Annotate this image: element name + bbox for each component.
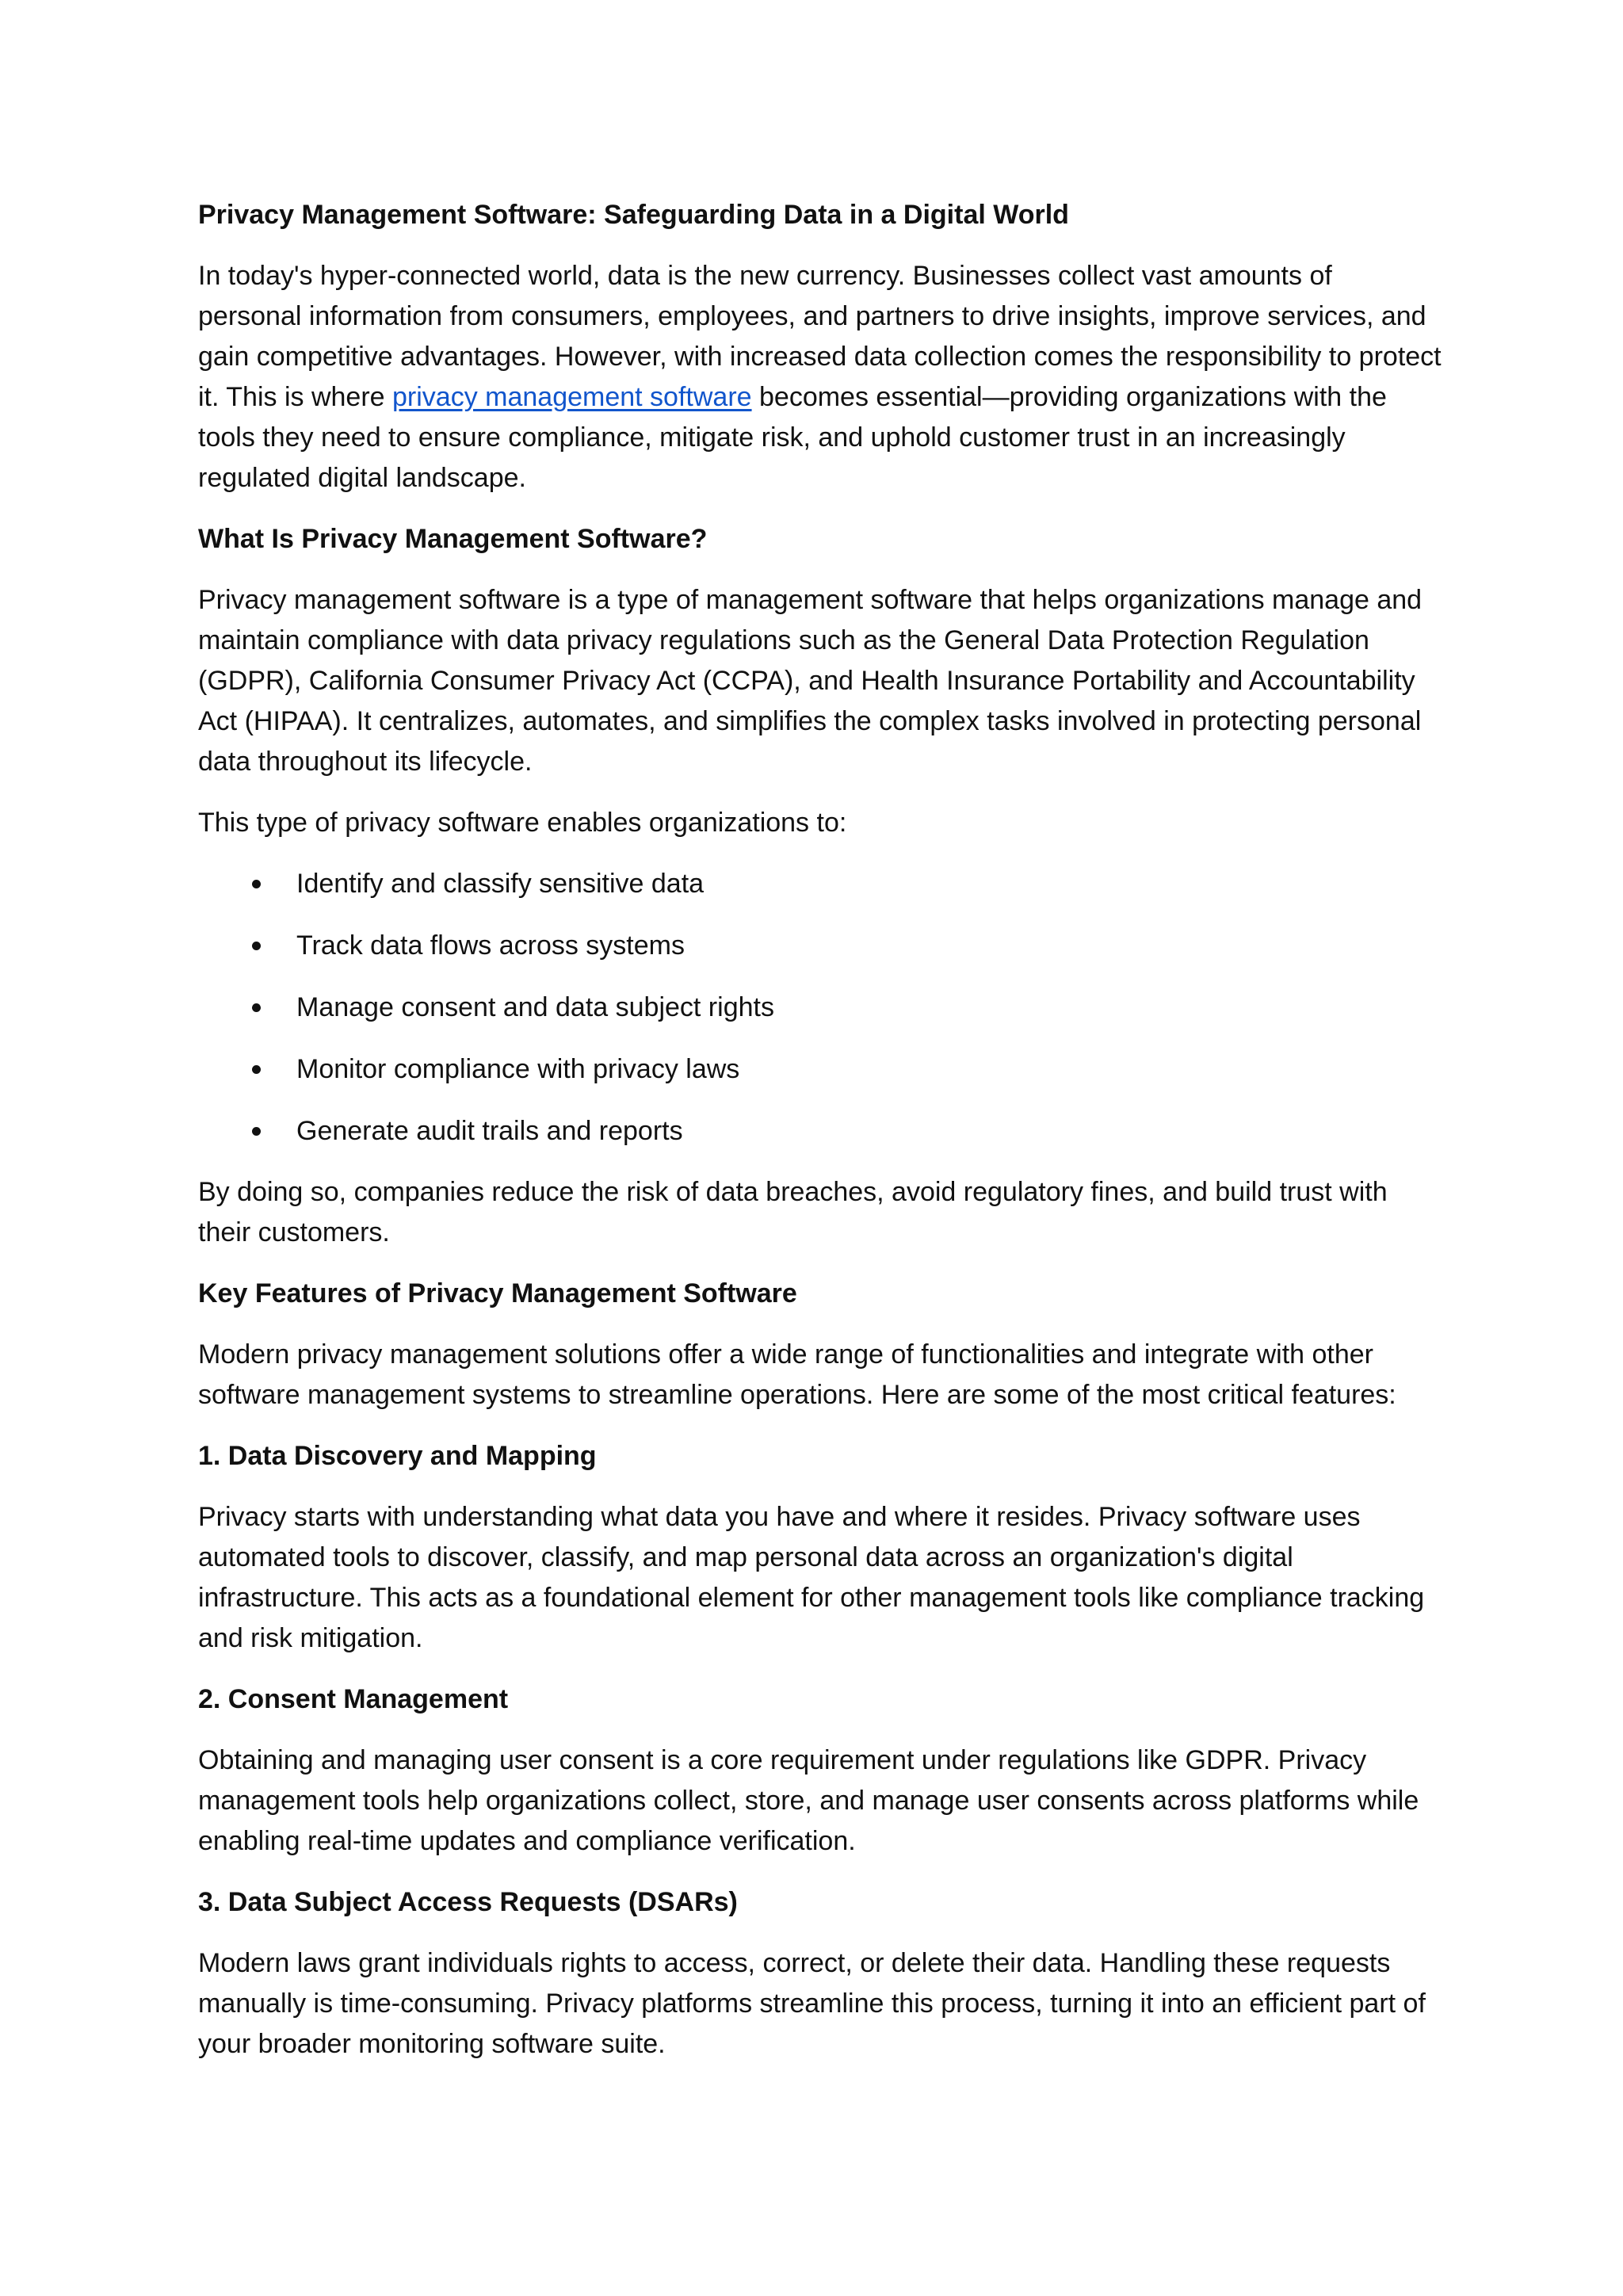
bullet-icon — [252, 1003, 261, 1012]
intro-paragraph — [198, 256, 1442, 499]
list-item — [198, 1111, 1442, 1152]
bullet-icon — [252, 880, 261, 888]
list-item-text: Manage consent and data subject rights — [296, 992, 774, 1022]
section-what-body: Privacy management software is a type of management software that helps organizations manage and maintain compliance with data privacy regulations such as the General Data Protection Regulation (GDPR), California Consumer Privacy Act (CCPA), and Health Insurance Portability and Accountability Act (HIPAA). It centralizes, automates, and simplifies the complex tasks involved in protecting personal data throughout its lifecycle. — [198, 585, 1423, 777]
intro-text-before-link: In today's hyper-connected world, data is the new currency. Businesses collect vast amounts of personal information from consumers, employees, and partners to drive insights, improve services, and gain competitive advantages. However, with increased data collection comes the responsibility to protect it. This is where — [198, 261, 1442, 412]
list-item — [198, 926, 1442, 966]
feature-heading-consent: 2. Consent Management — [198, 1684, 509, 1714]
bullet-icon — [252, 1065, 261, 1074]
document-page — [198, 195, 1442, 2085]
feature-body-data-discovery: Privacy starts with understanding what data you have and where it resides. Privacy software uses automated tools to discover, classify, and map personal data across an organization's digital infrastructure. This acts as a foundational element for other management tools like compliance tracking and risk mitigation. — [198, 1502, 1425, 1653]
list-item-text: Generate audit trails and reports — [296, 1116, 683, 1146]
intro-text-after-link: becomes essential—providing organizations with the tools they need to ensure compliance, mitigate risk, and uphold customer trust in an increasingly regulated digital landscape. — [198, 382, 1387, 493]
section-what-heading: What Is Privacy Management Software? — [198, 524, 708, 554]
bullet-icon — [252, 1127, 261, 1136]
list-item — [198, 1049, 1442, 1090]
list-item-text: Monitor compliance with privacy laws — [296, 1054, 740, 1084]
feature-body-dsars: Modern laws grant individuals rights to access, correct, or delete their data. Handling these requests manually is time-consuming. Privacy platforms streamline this process, turning it into an efficient part of your broader monitoring software suite. — [198, 1948, 1426, 2059]
list-item — [198, 864, 1442, 904]
capabilities-list — [198, 864, 1442, 1152]
feature-heading-data-discovery: 1. Data Discovery and Mapping — [198, 1441, 597, 1471]
enables-intro: This type of privacy software enables organizations to: — [198, 808, 847, 838]
bullet-icon — [252, 942, 261, 950]
privacy-management-software-link[interactable]: privacy management software — [392, 382, 752, 412]
list-item — [198, 988, 1442, 1028]
list-item-text: Identify and classify sensitive data — [296, 869, 705, 899]
document-title: Privacy Management Software: Safeguarding Data in a Digital World — [198, 200, 1069, 230]
section-what-closing: By doing so, companies reduce the risk of data breaches, avoid regulatory fines, and build trust with their customers. — [198, 1177, 1388, 1247]
section-features-intro: Modern privacy management solutions offer a wide range of functionalities and integrate with other software management systems to streamline operations. Here are some of the most critical features: — [198, 1339, 1396, 1410]
list-item-text: Track data flows across systems — [296, 930, 685, 961]
section-features-heading: Key Features of Privacy Management Software — [198, 1278, 797, 1308]
feature-body-consent: Obtaining and managing user consent is a core requirement under regulations like GDPR. Privacy management tools help organizations collect, store, and manage user consents across platforms while enabling real-time updates and compliance verification. — [198, 1745, 1419, 1856]
feature-heading-dsars: 3. Data Subject Access Requests (DSARs) — [198, 1887, 738, 1917]
